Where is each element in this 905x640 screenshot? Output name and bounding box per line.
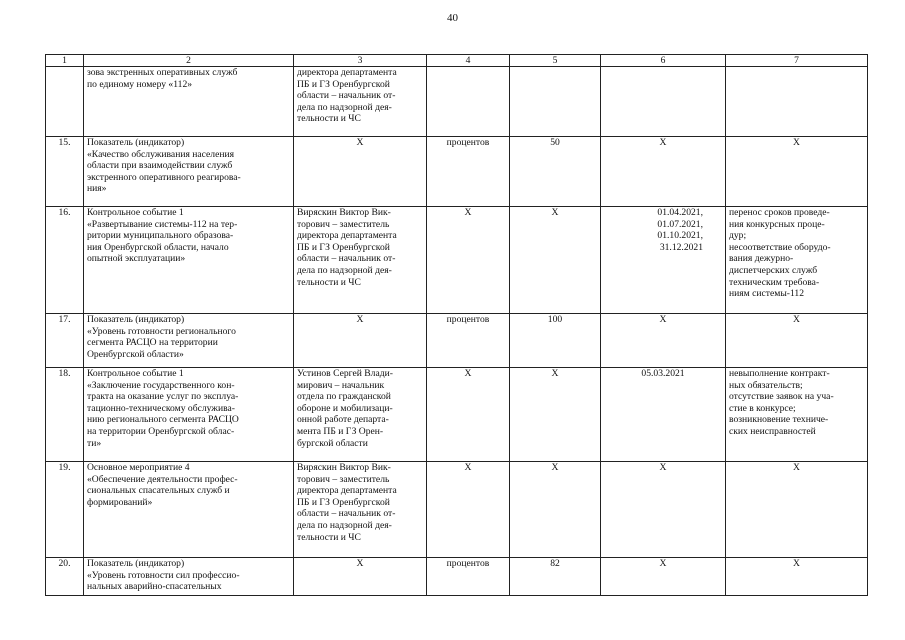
deadline-cell <box>601 67 726 137</box>
table-row <box>46 558 868 596</box>
item-name-cell: Показатель (индикатор) «Качество обслуживания населения области при взаимодействии служб экстренного оперативного реагирова- ния» <box>84 137 294 207</box>
risk-cell: Х <box>726 462 868 558</box>
value-cell <box>510 67 601 137</box>
column-number: 6 <box>601 55 726 67</box>
column-number-row <box>46 55 868 67</box>
item-name-cell: Показатель (индикатор) «Уровень готовности регионального сегмента РАСЦО на территории Оренбургской области» <box>84 314 294 368</box>
column-number: 4 <box>427 55 510 67</box>
row-number-cell: 15. <box>46 137 84 207</box>
responsible-cell: Устинов Сергей Влади- мирович – начальник отдела по гражданской обороне и мобилизаци- онной работе департа- мента ПБ и ГЗ Орен- бургской области <box>294 368 427 462</box>
responsible-cell: Х <box>294 558 427 596</box>
responsible-cell: директора департамента ПБ и ГЗ Оренбургской области – начальник от- дела по надзорной дея- тельности и ЧС <box>294 67 427 137</box>
column-number: 5 <box>510 55 601 67</box>
responsible-cell: Х <box>294 137 427 207</box>
item-name-cell: Показатель (индикатор) «Уровень готовности сил профессио- нальных аварийно-спасательных <box>84 558 294 596</box>
item-name-cell: Контрольное событие 1 «Развертывание системы-112 на тер- ритории муниципального образова- ния Оренбургской области, начало опытной эксплуатации» <box>84 207 294 314</box>
row-number-cell <box>46 67 84 137</box>
column-number: 3 <box>294 55 427 67</box>
deadline-cell: 05.03.2021 <box>601 368 726 462</box>
table-row <box>46 137 868 207</box>
deadline-cell: Х <box>601 314 726 368</box>
table-row <box>46 67 868 137</box>
data-table <box>45 54 868 596</box>
item-name-cell: Основное мероприятие 4 «Обеспечение деятельности профес- сиональных спасательных служб и формирований» <box>84 462 294 558</box>
deadline-cell: Х <box>601 462 726 558</box>
risk-cell: невыполнение контракт- ных обязательств; отсутствие заявок на уча- стие в конкурсе; возникновение техниче- ских неисправностей <box>726 368 868 462</box>
item-name-cell: зова экстренных оперативных служб по единому номеру «112» <box>84 67 294 137</box>
risk-cell: Х <box>726 314 868 368</box>
value-cell: Х <box>510 368 601 462</box>
value-cell: 50 <box>510 137 601 207</box>
unit-cell: процентов <box>427 314 510 368</box>
value-cell: Х <box>510 462 601 558</box>
column-number: 2 <box>84 55 294 67</box>
unit-cell: процентов <box>427 137 510 207</box>
row-number-cell: 16. <box>46 207 84 314</box>
risk-cell: Х <box>726 137 868 207</box>
responsible-cell: Виряскин Виктор Вик- торович – заместитель директора департамента ПБ и ГЗ Оренбургской области – начальник от- дела по надзорной дея- тельности и ЧС <box>294 207 427 314</box>
unit-cell: процентов <box>427 558 510 596</box>
unit-cell: Х <box>427 462 510 558</box>
value-cell: 82 <box>510 558 601 596</box>
table-row <box>46 207 868 314</box>
table-row <box>46 368 868 462</box>
item-name-cell: Контрольное событие 1 «Заключение государственного кон- тракта на оказание услуг по эксплуа- тационно-техническому обслужива- нию регионального сегмента РАСЦО на территории Оренбургской облас- ти» <box>84 368 294 462</box>
column-number: 1 <box>46 55 84 67</box>
responsible-cell: Виряскин Виктор Вик- торович – заместитель директора департамента ПБ и ГЗ Оренбургской области – начальник от- дела по надзорной дея- тельности и ЧС <box>294 462 427 558</box>
responsible-cell: Х <box>294 314 427 368</box>
value-cell: 100 <box>510 314 601 368</box>
value-cell: Х <box>510 207 601 314</box>
deadline-cell: Х <box>601 558 726 596</box>
unit-cell <box>427 67 510 137</box>
deadline-cell: 01.04.2021, 01.07.2021, 01.10.2021, 31.12.2021 <box>601 207 726 314</box>
column-number: 7 <box>726 55 868 67</box>
row-number-cell: 18. <box>46 368 84 462</box>
table-row <box>46 314 868 368</box>
deadline-cell: Х <box>601 137 726 207</box>
row-number-cell: 17. <box>46 314 84 368</box>
risk-cell <box>726 67 868 137</box>
row-number-cell: 19. <box>46 462 84 558</box>
page-number: 40 <box>447 12 458 24</box>
unit-cell: Х <box>427 207 510 314</box>
unit-cell: Х <box>427 368 510 462</box>
risk-cell: перенос сроков проведе- ния конкурсных проце- дур; несоответствие оборудо- вания дежурно- диспетчерских служб техническим требова- ниям системы-112 <box>726 207 868 314</box>
row-number-cell: 20. <box>46 558 84 596</box>
risk-cell: Х <box>726 558 868 596</box>
table-row <box>46 462 868 558</box>
